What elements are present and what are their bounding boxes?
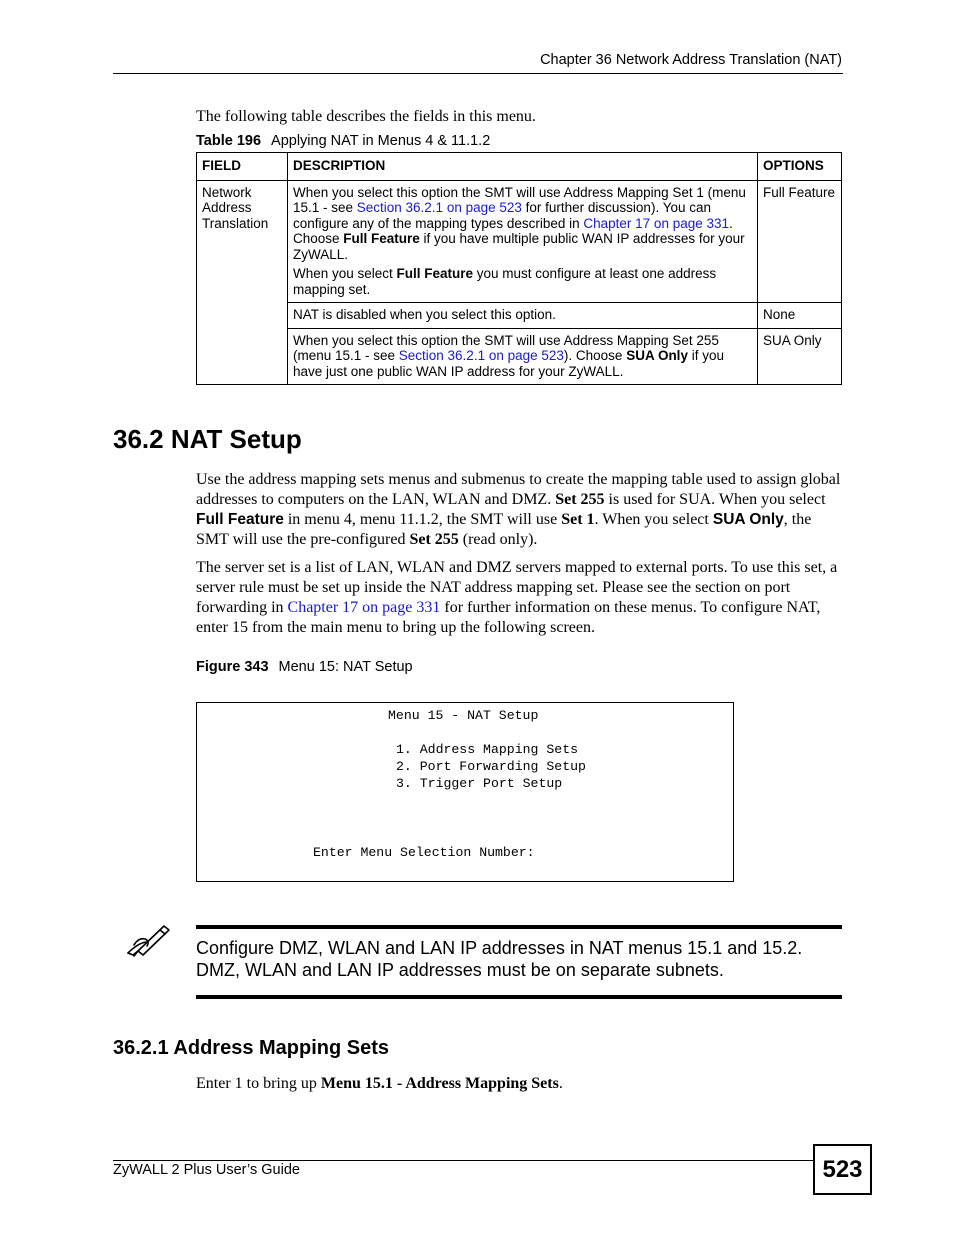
desc-text: When you select this option the SMT will use Address Mapping Set 1 (menu 15.1 - see	[292, 184, 746, 215]
para-bold-sans: Full Feature	[196, 511, 284, 528]
footer-guide-title: ZyWALL 2 Plus User’s Guide	[113, 1162, 300, 1178]
para-text: The server set is a list of LAN, WLAN and DMZ servers mapped to external ports. To use this set, a server rule must be set up inside the NAT address mapping set. Please see the section on port forwarding in	[196, 559, 838, 616]
subsection-paragraph	[196, 1075, 563, 1093]
table-caption-text: Applying NAT in Menus 4 & 11.1.2	[271, 133, 491, 149]
note-rule-bottom	[196, 995, 842, 999]
figure-caption-number: Figure 343	[196, 659, 269, 675]
header-description: DESCRIPTION	[287, 153, 757, 181]
para-bold-sans: SUA Only	[712, 511, 784, 528]
footer-rule	[113, 1160, 813, 1161]
desc-text: you must configure at least one address mapping set.	[292, 266, 717, 297]
desc-bold: SUA Only	[626, 348, 688, 363]
desc-text: When you select	[292, 266, 397, 281]
option-cell	[758, 180, 842, 303]
section-link[interactable]: Section 36.2.1 on page 523	[398, 348, 564, 363]
option-cell	[758, 303, 842, 329]
para-text: , the SMT will use the pre-configured	[196, 511, 812, 548]
para-text: is used for SUA. When you select	[604, 491, 826, 508]
header-options: OPTIONS	[758, 153, 842, 181]
para-bold: Set 1	[561, 511, 595, 528]
description-cell	[287, 303, 757, 329]
table-row	[197, 328, 842, 385]
menu-selection-prompt: Enter Menu Selection Number:	[313, 845, 535, 860]
field-name-cell	[197, 180, 288, 385]
table-caption-number: Table 196	[196, 133, 262, 149]
para-bold: Set 255	[555, 491, 605, 508]
para-text: in menu 4, menu 11.1.2, the SMT will use	[283, 511, 562, 528]
field-name: Network Address Translation	[202, 184, 269, 231]
screen-title: Menu 15 - NAT Setup	[388, 708, 539, 723]
desc-bold: Full Feature	[396, 266, 474, 281]
para-text: (read only).	[458, 531, 538, 548]
section-paragraph-2	[196, 558, 842, 638]
menu-item-trigger-port[interactable]: 3. Trigger Port Setup	[396, 776, 563, 791]
description-cell	[287, 328, 757, 385]
desc-text: . Choose	[292, 215, 733, 246]
note-rule-top	[196, 925, 842, 929]
para-text: Enter 1 to bring up	[196, 1075, 321, 1092]
table-row	[197, 303, 842, 329]
desc-text: for further discussion). You can configure any of the mapping types described in	[292, 200, 711, 231]
nat-setup-screen	[196, 702, 734, 882]
header-rule	[113, 73, 843, 74]
section-title: 36.2 NAT Setup	[113, 424, 302, 454]
option-full-feature: Full Feature	[763, 184, 836, 200]
figure-caption-text: Menu 15: NAT Setup	[278, 659, 413, 675]
para-text: .	[558, 1075, 563, 1092]
option-cell	[758, 328, 842, 385]
chapter-link[interactable]: Chapter 17 on page 331	[287, 599, 441, 616]
desc-text: NAT is disabled when you select this option.	[292, 307, 556, 322]
menu-item-address-mapping[interactable]: 1. Address Mapping Sets	[396, 742, 579, 757]
para-bold: Menu 15.1 - Address Mapping Sets	[320, 1075, 559, 1092]
running-header: Chapter 36 Network Address Translation (NAT)	[540, 52, 842, 68]
page-number: 523	[813, 1144, 872, 1195]
desc-bold: Full Feature	[343, 231, 420, 246]
para-text: . When you select	[594, 511, 713, 528]
para-bold: Set 255	[409, 531, 459, 548]
header-field: FIELD	[197, 153, 288, 181]
field-table	[196, 152, 842, 385]
pencil-hand-icon	[124, 920, 174, 960]
para-text: for further information on these menus. To configure NAT, enter 15 from the main menu to bring up the following screen.	[196, 599, 821, 636]
note-text: Configure DMZ, WLAN and LAN IP addresses in NAT menus 15.1 and 15.2. DMZ, WLAN and LAN IP addresses must be on separate subnets.	[196, 938, 803, 980]
table-caption	[196, 133, 490, 149]
desc-text: When you select this option the SMT will use Address Mapping Set 255 (menu 15.1 - see	[292, 332, 719, 363]
description-cell	[287, 180, 757, 303]
desc-text: ). Choose	[563, 348, 627, 363]
desc-text: if you have just one public WAN IP address for your ZyWALL.	[292, 348, 724, 379]
desc-text: if you have multiple public WAN IP addresses for your ZyWALL.	[292, 231, 745, 262]
section-paragraph-1	[196, 470, 842, 550]
chapter-link[interactable]: Chapter 17 on page 331	[583, 215, 730, 231]
intro-text: The following table describes the fields in this menu.	[196, 108, 536, 125]
table-header-row	[197, 153, 842, 181]
section-link[interactable]: Section 36.2.1 on page 523	[356, 200, 522, 215]
table-row	[197, 180, 842, 303]
option-sua-only: SUA Only	[763, 332, 822, 348]
menu-item-port-forwarding[interactable]: 2. Port Forwarding Setup	[396, 759, 586, 774]
subsection-title: 36.2.1 Address Mapping Sets	[113, 1037, 390, 1059]
para-text: Use the address mapping sets menus and submenus to create the mapping table used to assign global addresses to computers on the LAN, WLAN and DMZ.	[196, 471, 841, 508]
figure-caption	[196, 659, 413, 675]
option-none: None	[763, 307, 796, 322]
